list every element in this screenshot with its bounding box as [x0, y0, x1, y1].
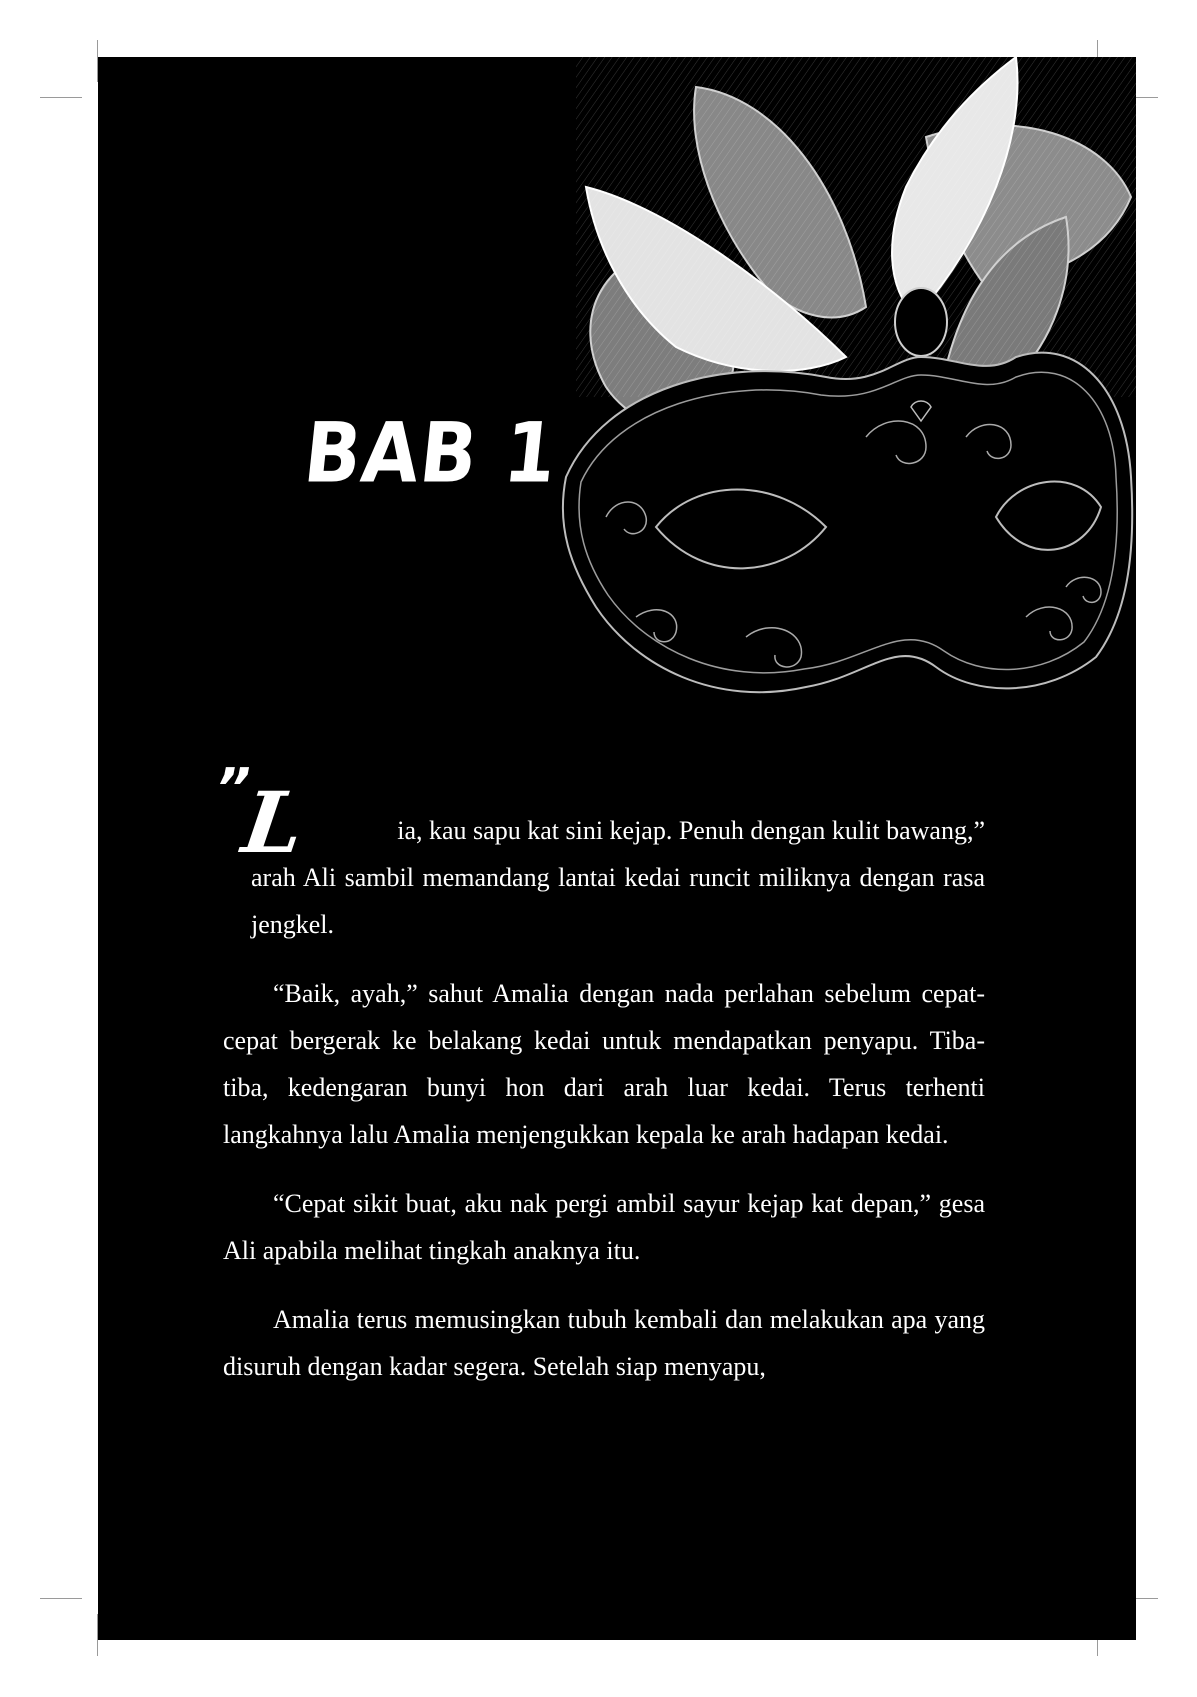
opening-quote-mark: ”	[216, 757, 251, 820]
drop-cap: L	[237, 773, 311, 872]
crop-mark-top-left-h	[40, 97, 82, 98]
crop-mark-bottom-left-h	[40, 1598, 82, 1599]
mask-jewel	[895, 288, 947, 356]
opening-continuation: arah Ali sambil memandang lantai kedai runcit miliknya dengan rasa jengkel.	[251, 863, 985, 939]
chapter-title: BAB 1	[299, 405, 563, 502]
opening-first-line: ia, kau sapu kat sini kejap. Penuh dengan kulit bawang,”	[397, 816, 985, 845]
opening-paragraph	[223, 807, 985, 948]
book-page	[98, 57, 1136, 1640]
paragraph: Amalia terus memusingkan tubuh kembali dan melakukan apa yang disuruh dengan kadar segera. Setelah siap menyapu,	[223, 1305, 985, 1381]
masquerade-mask-icon	[546, 57, 1136, 717]
paragraph: “Cepat sikit buat, aku nak pergi ambil sayur kejap kat depan,” gesa Ali apabila melihat tingkah anaknya itu.	[223, 1189, 985, 1265]
paragraph: “Baik, ayah,” sahut Amalia dengan nada perlahan sebelum cepat-cepat bergerak ke belakang kedai untuk mendapatkan penyapu. Tiba-tiba, kedengaran bunyi hon dari arah luar kedai. Terus terhenti langkahnya lalu Amalia menjengukkan kepala ke arah hadapan kedai.	[223, 979, 985, 1149]
chapter-body	[223, 807, 985, 1412]
